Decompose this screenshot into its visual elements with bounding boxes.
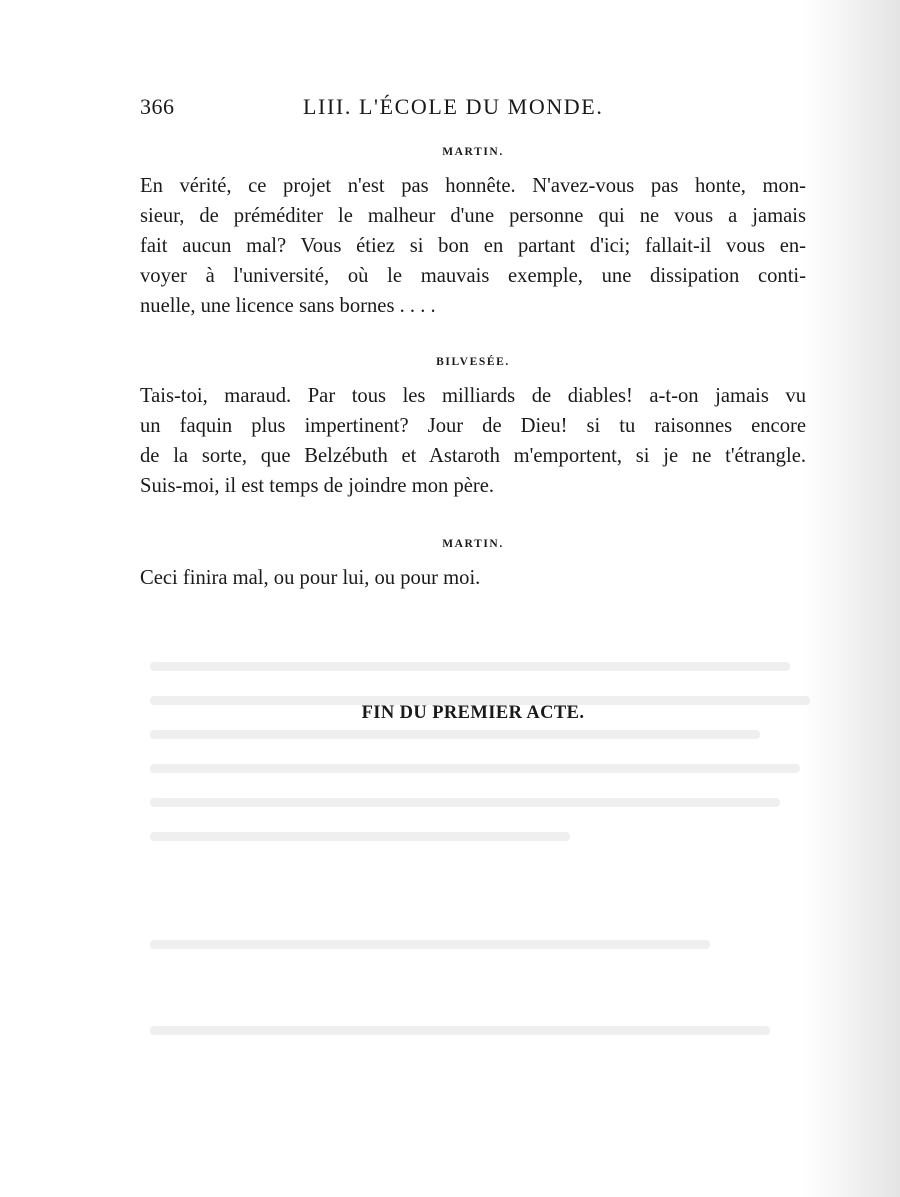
speaker-name: MARTIN. (442, 146, 504, 158)
running-header (140, 94, 806, 126)
speech-line: Tais-toi, maraud. Par tous les milliards de diables! a-t-on jamais vu (140, 385, 806, 407)
speech-line: voyer à l'université, où le mauvais exemple, une dissipation conti- (140, 265, 806, 287)
act-end-heading: FIN DU PREMIER ACTE. (361, 703, 585, 723)
speech-line: Ceci finira mal, ou pour lui, ou pour moi. (140, 567, 481, 589)
speech-line: un faquin plus impertinent? Jour de Dieu! si tu raisonnes encore (140, 415, 806, 437)
speech-line: fait aucun mal? Vous étiez si bon en partant d'ici; fallait-il vous en- (140, 235, 806, 257)
speech-text (140, 563, 806, 593)
speech-line: nuelle, une licence sans bornes . . . . (140, 295, 436, 317)
speech-text (140, 381, 806, 501)
speaker-name: BILVESÉE. (436, 356, 510, 368)
running-title: LIII. L'ÉCOLE DU MONDE. (303, 94, 604, 119)
speech-text (140, 171, 806, 321)
speech-line: de la sorte, que Belzébuth et Astaroth m'emportent, si je ne t'étrangle. (140, 445, 806, 467)
speech-line: Suis-moi, il est temps de joindre mon père. (140, 475, 495, 497)
speaker-name: MARTIN. (442, 538, 504, 550)
speech-line: En vérité, ce projet n'est pas honnête. N'avez-vous pas honte, mon- (140, 175, 806, 197)
speech-line: sieur, de préméditer le malheur d'une personne qui ne vous a jamais (140, 205, 806, 227)
page-number: 366 (140, 94, 175, 119)
